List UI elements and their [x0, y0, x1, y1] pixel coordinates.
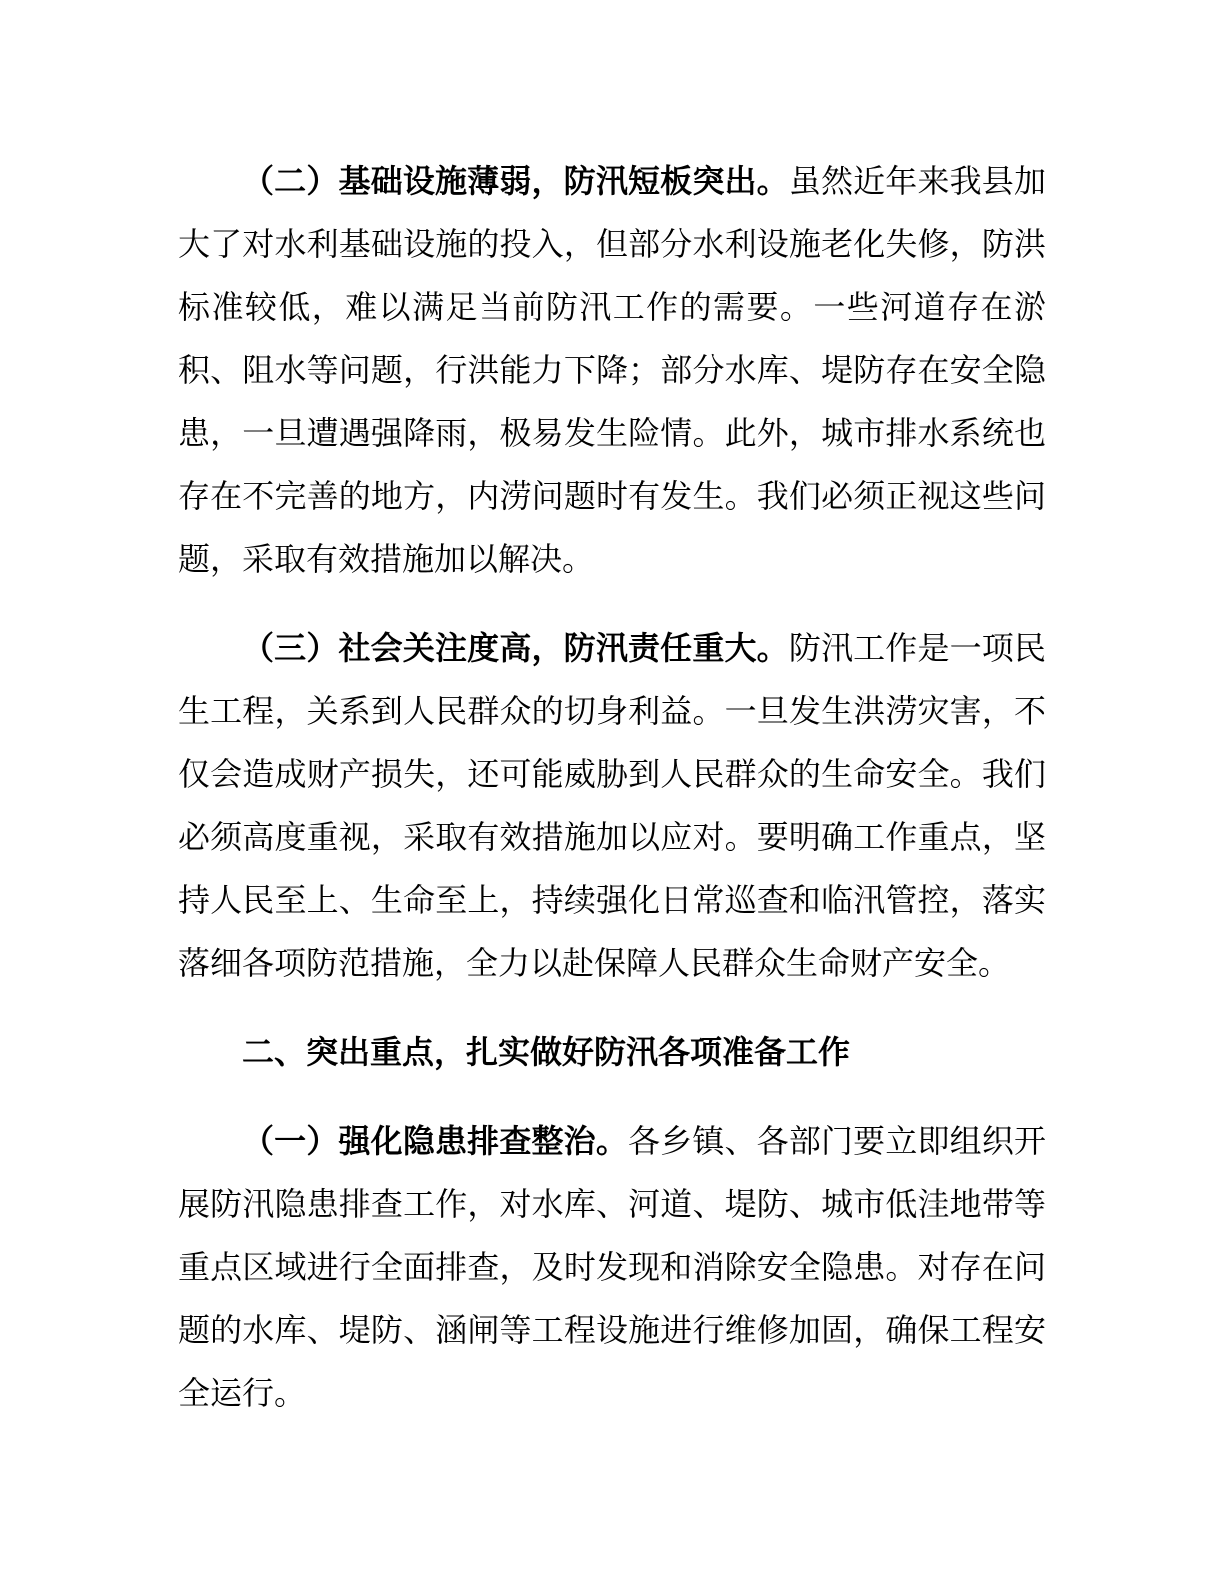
paragraph-section-3-lead: （三）社会关注度高，防汛责任重大。 — [242, 630, 789, 666]
paragraph-section-1 — [178, 1110, 1046, 1425]
paragraph-section-2-lead: （二）基础设施薄弱，防汛短板突出。 — [242, 163, 789, 199]
paragraph-section-2-text: 虽然近年来我县加大了对水利基础设施的投入，但部分水利设施老化失修，防洪标准较低，难以满足当前防汛工作的需要。一些河道存在淤积、阻水等问题，行洪能力下降；部分水库、堤防存在安全隐患，一旦遭遇强降雨，极易发生险情。此外，城市排水系统也存在不完善的地方，内涝问题时有发生。我们必须正视这些问题，采取有效措施加以解决。 — [178, 163, 1046, 577]
paragraph-section-2 — [178, 150, 1046, 591]
heading-part-two — [178, 1021, 1046, 1084]
paragraph-section-1-text: 各乡镇、各部门要立即组织开展防汛隐患排查工作，对水库、河道、堤防、城市低洼地带等重点区域进行全面排查，及时发现和消除安全隐患。对存在问题的水库、堤防、涵闸等工程设施进行维修加固，确保工程安全运行。 — [178, 1123, 1046, 1411]
heading-part-two-text: 二、突出重点，扎实做好防汛各项准备工作 — [242, 1034, 851, 1070]
paragraph-section-3 — [178, 617, 1046, 995]
paragraph-section-1-lead: （一）强化隐患排查整治。 — [242, 1123, 628, 1159]
paragraph-section-3-text: 防汛工作是一项民生工程，关系到人民群众的切身利益。一旦发生洪涝灾害，不仅会造成财产损失，还可能威胁到人民群众的生命安全。我们必须高度重视，采取有效措施加以应对。要明确工作重点，坚持人民至上、生命至上，持续强化日常巡查和临汛管控，落实落细各项防范措施，全力以赴保障人民群众生命财产安全。 — [178, 630, 1046, 981]
